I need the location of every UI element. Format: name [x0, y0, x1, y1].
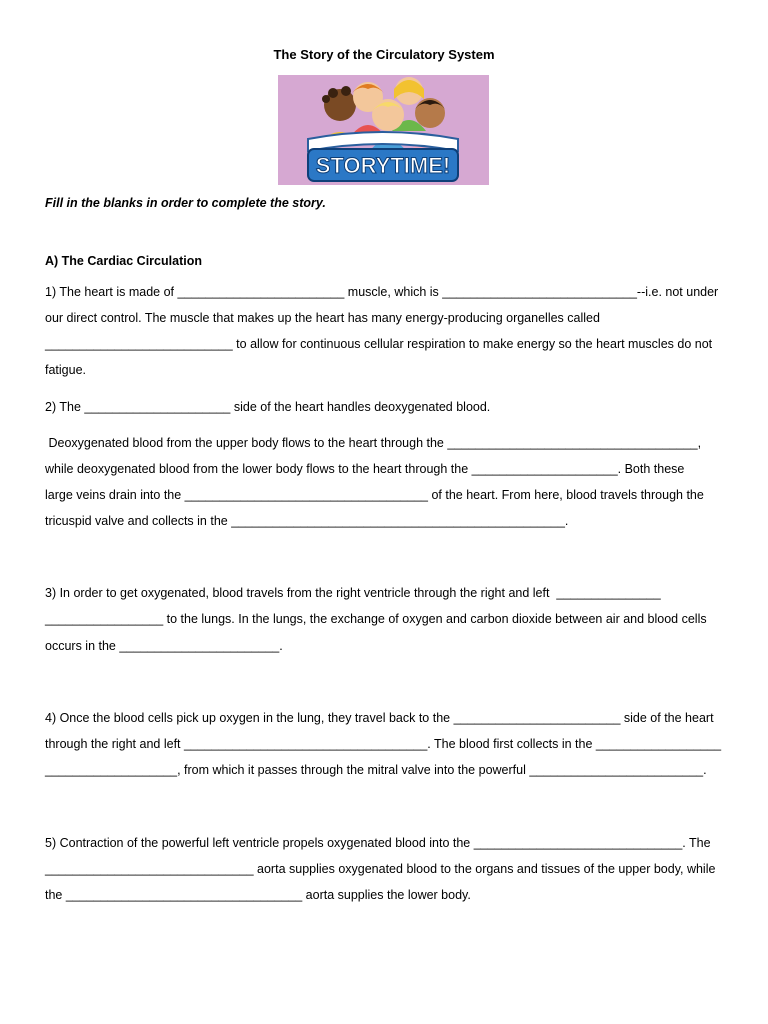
q1-line-2: our direct control. The muscle that makes up the heart has many energy-producing organelles called	[45, 311, 600, 325]
q1-line-1: 1) The heart is made of ________________________ muscle, which is ____________________________--i.e. not under	[45, 285, 719, 299]
q5-line-3: the __________________________________ aorta supplies the lower body.	[45, 888, 471, 902]
q4-line-2: through the right and left ___________________________________. The blood first collects in the __________________	[45, 737, 722, 751]
q1-line-4: fatigue.	[45, 363, 87, 377]
q2-line-5: tricuspid valve and collects in the ________________________________________________.	[45, 514, 569, 528]
storytime-banner-image	[278, 75, 489, 185]
q5-line-1: 5) Contraction of the powerful left ventricle propels oxygenated blood into the ______________________________. The	[45, 836, 711, 850]
q1-line-3: ___________________________ to allow for continuous cellular respiration to make energy so the heart muscles do not	[45, 337, 713, 351]
q2-line-4: large veins drain into the ___________________________________ of the heart. From here, blood travels through the	[45, 488, 704, 502]
banner-text: STORYTIME!	[315, 153, 451, 178]
storytime-illustration	[278, 75, 489, 185]
q2-line-2: Deoxygenated blood from the upper body flows to the heart through the ____________________________________,	[45, 436, 702, 450]
instructions-text: Fill in the blanks in order to complete the story.	[45, 196, 326, 210]
q5-line-2: ______________________________ aorta supplies oxygenated blood to the organs and tissues of the upper body, while	[45, 862, 716, 876]
q3-line-2: _________________ to the lungs. In the lungs, the exchange of oxygen and carbon dioxide between air and blood cells	[45, 612, 707, 626]
q3-line-3: occurs in the _______________________.	[45, 639, 283, 653]
q3-line-1: 3) In order to get oxygenated, blood travels from the right ventricle through the right and left _______________	[45, 586, 661, 600]
section-heading: A) The Cardiac Circulation	[45, 254, 202, 268]
q2-line-3: while deoxygenated blood from the lower body flows to the heart through the _____________________. Both these	[45, 462, 685, 476]
q2-line-1: 2) The _____________________ side of the heart handles deoxygenated blood.	[45, 400, 491, 414]
q4-line-1: 4) Once the blood cells pick up oxygen in the lung, they travel back to the ________________________ side of the heart	[45, 711, 714, 725]
page-title: The Story of the Circulatory System	[273, 47, 495, 62]
q4-line-3: ___________________, from which it passes through the mitral valve into the powerful _________________________.	[45, 763, 707, 777]
